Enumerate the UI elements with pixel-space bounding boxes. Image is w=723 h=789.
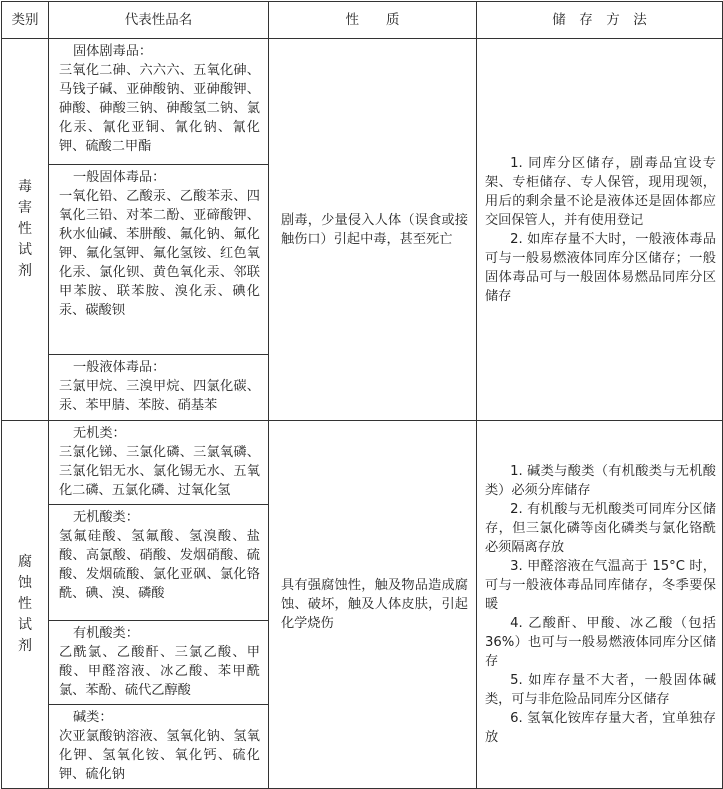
header-products: 代表性品名	[49, 2, 269, 39]
storage-rule: 1. 同库分区储存，剧毒品宜设专架、专柜储存、专人保管，现用现领，用后的剩余量不论是液体还是固体都应交回保管人，并有使用登记	[485, 155, 716, 228]
product-subtitle: 固体剧毒品：	[73, 44, 153, 59]
storage-rule: 3. 甲醛溶液在气温高于 15°C 时，可与一般液体毒品同库储存，冬季要保暖	[485, 559, 716, 612]
storage-rule: 2. 如库存量不大时，一般液体毒品可与一般易燃液体同库分区储存；一般固体毒品可与一般固体易燃品同库分区储存	[485, 231, 716, 304]
header-storage: 储 存 方 法	[477, 2, 723, 39]
product-subtitle: 无机酸类：	[73, 510, 139, 525]
property-toxic: 剧毒，少量侵入人体（误食或接触伤口）引起中毒，甚至死亡	[269, 39, 477, 421]
product-cell	[49, 39, 269, 165]
product-list: 三氯甲烷、三溴甲烷、四氯化碳、汞、苯甲腈、苯胺、硝基苯	[59, 379, 260, 413]
category-toxic: 毒 害 性 试 剂	[2, 39, 49, 421]
storage-corrosive	[477, 421, 723, 789]
product-cell	[49, 505, 269, 621]
product-list: 三氯化锑、三氯化磷、三氯氧磷、三氯化铝无水、氯化锡无水、五氧化二磷、五氯化磷、过氧化氢	[59, 445, 260, 498]
product-subtitle: 有机酸类：	[73, 626, 139, 641]
product-subtitle: 一般固体毒品：	[73, 170, 166, 185]
header-row	[2, 2, 723, 39]
product-cell	[49, 705, 269, 789]
product-subtitle: 碱类：	[73, 710, 113, 725]
product-cell	[49, 621, 269, 705]
product-subtitle: 一般液体毒品：	[73, 360, 166, 375]
storage-rule: 1. 碱类与酸类（有机酸类与无机酸类）必须分库储存	[485, 464, 716, 498]
product-list: 三氧化二砷、六六六、五氧化砷、马钱子碱、亚砷酸钠、亚砷酸钾、砷酸、砷酸三钠、砷酸氢二钠、氯化汞、氰化亚铜、氰化钠、氰化钾、硫酸二甲酯	[59, 63, 260, 154]
product-list: 一氧化铅、乙酸汞、乙酸苯汞、四氧化三铅、对苯二酚、亚碲酸钾、秋水仙碱、苯肼酸、氟化钠、氟化钾、氟化氢钾、氟化氢铵、红色氧化汞、氯化钡、黄色氧化汞、邻联甲苯胺、联苯胺、溴化汞、碘化汞、碳酸钡	[59, 189, 260, 318]
product-list: 氢氟硅酸、氢氟酸、氢溴酸、盐酸、高氯酸、硝酸、发烟硝酸、硫酸、发烟硫酸、氯化亚砜、氯化铬酰、碘、溴、磷酸	[59, 529, 260, 601]
storage-table	[1, 1, 723, 789]
storage-toxic	[477, 39, 723, 421]
product-cell	[49, 421, 269, 505]
product-cell	[49, 165, 269, 355]
product-cell	[49, 355, 269, 421]
product-list: 乙酰氯、乙酸酐、三氯乙酸、甲酸、甲醛溶液、冰乙酸、苯甲酰氯、苯酚、硫代乙醇酸	[59, 645, 260, 698]
property-corrosive: 具有强腐蚀性，触及物品造成腐蚀、破坏，触及人体皮肤，引起化学烧伤	[269, 421, 477, 789]
product-subtitle: 无机类：	[73, 426, 126, 441]
storage-rule: 6. 氢氧化铵库存量大者，宜单独存放	[485, 711, 716, 745]
header-category: 类别	[2, 2, 49, 39]
storage-rule: 5. 如库存量不大者，一般固体碱类，可与非危险品同库分区储存	[485, 673, 716, 707]
category-corrosive: 腐 蚀 性 试 剂	[2, 421, 49, 789]
product-list: 次亚氯酸钠溶液、氢氧化钠、氢氧化钾、氢氧化铵、氧化钙、硫化钾、硫化钠	[59, 729, 260, 782]
table-row	[2, 39, 723, 165]
table-row	[2, 421, 723, 505]
header-property: 性 质	[269, 2, 477, 39]
storage-rule: 2. 有机酸与无机酸类可同库分区储存，但三氯化磷等卤化磷类与氯化铬酰必须隔离存放	[485, 502, 716, 555]
storage-rule: 4. 乙酸酐、甲酸、冰乙酸（包括 36%）也可与一般易燃液体同库分区储存	[485, 616, 716, 669]
